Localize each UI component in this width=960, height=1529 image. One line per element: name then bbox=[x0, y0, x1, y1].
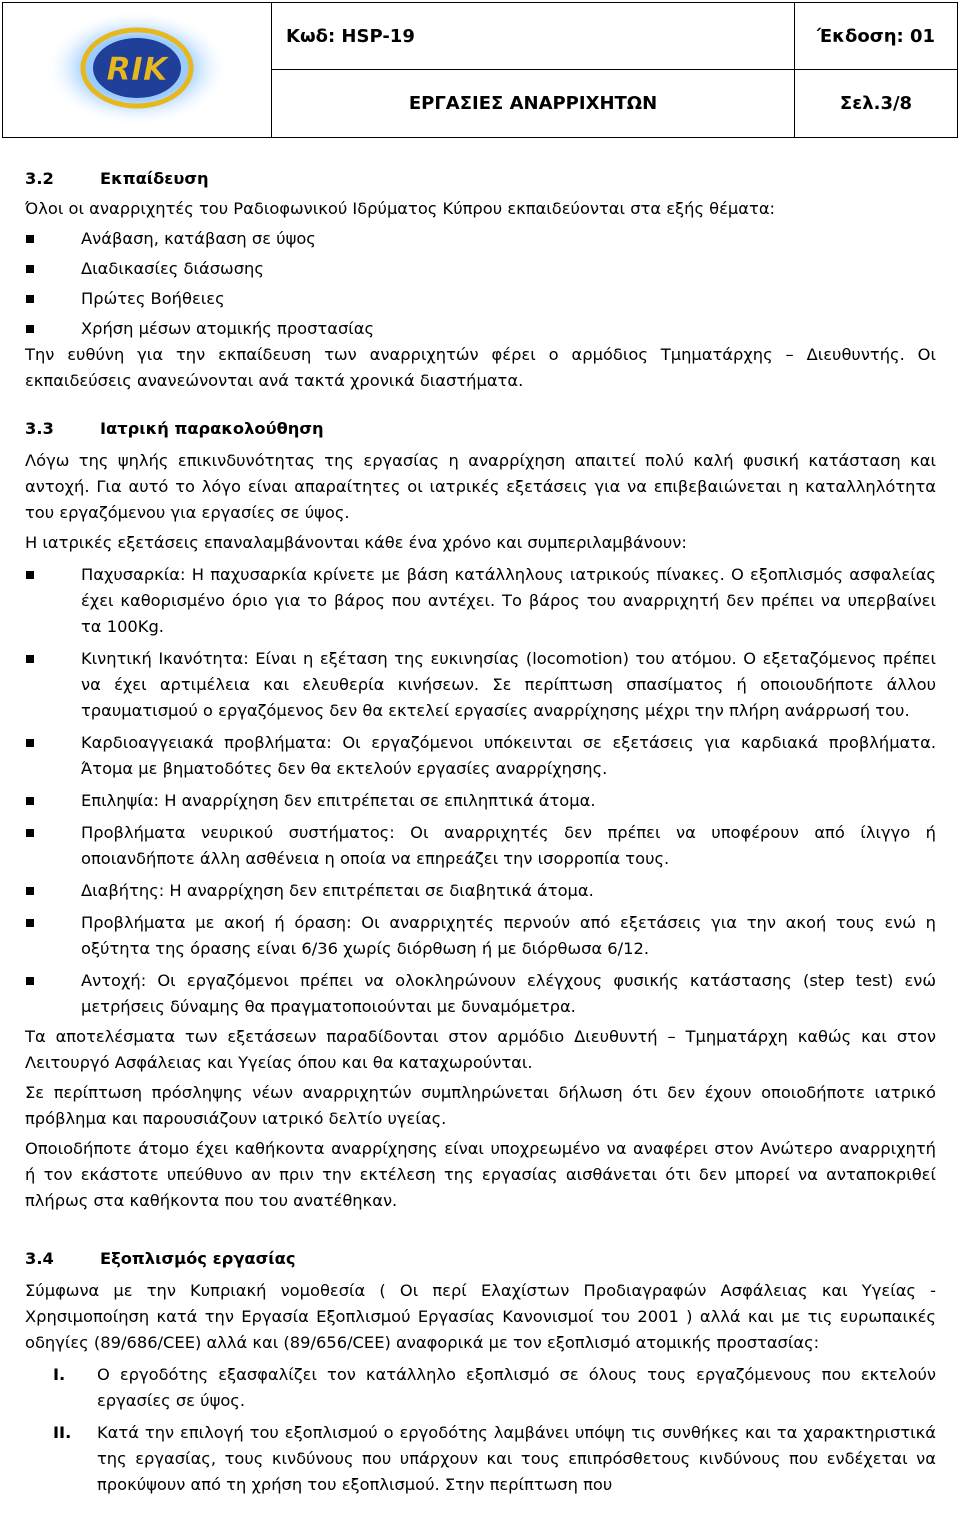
bullet-icon bbox=[26, 325, 34, 333]
list-item: Επιληψία: Η αναρρίχηση δεν επιτρέπεται σε επιληπτικά άτομα. bbox=[25, 788, 936, 814]
bullet-icon bbox=[26, 739, 34, 747]
section-heading-3-2: 3.2 Εκπαίδευση bbox=[25, 169, 209, 188]
list-item: Αντοχή: Οι εργαζόμενοι πρέπει να ολοκληρώνουν ελέγχους φυσικής κατάστασης (step test) ενώ μετρήσεις δύναμης θα πραγματοποιούνται με δυναμόμετρα. bbox=[25, 968, 936, 1020]
paragraph: Την ευθύνη για την εκπαίδευση των αναρριχητών φέρει ο αρμόδιος Τμηματάρχης – Διευθυντής. Οι εκπαιδεύσεις ανανεώνονται ανά τακτά χρονικά διαστήματα. bbox=[25, 345, 936, 390]
bullet-icon bbox=[26, 655, 34, 663]
document-title: ΕΡΓΑΣΙΕΣ ΑΝΑΡΡΙΧΗΤΩΝ bbox=[272, 70, 795, 138]
bullet-icon bbox=[26, 295, 34, 303]
logo-text: RIK bbox=[106, 50, 168, 88]
list-item: I. Ο εργοδότης εξασφαλίζει τον κατάλληλο εξοπλισμό σε όλους τους εργαζόμενους που εκτελούν εργασίες σε ύψος. bbox=[53, 1365, 936, 1410]
list-item: Παχυσαρκία: Η παχυσαρκία κρίνετε με βάση κατάλληλους ιατρικούς πίνακες. Ο εξοπλισμός ασφαλείας έχει καθορισμένο όριο για το βάρος που αντέχει. Το βάρος του αναρριχητή δεν πρέπει να υπερβαίνει τα 100Kg. bbox=[25, 562, 936, 640]
list-item: Ανάβαση, κατάβαση σε ύψος bbox=[25, 226, 936, 252]
list-item: Πρώτες Βοήθειες bbox=[25, 286, 936, 312]
list-item: Κινητική Ικανότητα: Είναι η εξέταση της ευκινησίας (locomotion) του ατόμου. Ο εξεταζόμενος πρέπει να έχει αρτιμέλεια και ελευθερία κινήσεων. Σε περίπτωση σπασίματος ή οποιουδήποτε άλλου τραυματισμού ο εργαζόμενος δεν θα εκτελεί εργασίες αναρρίχησης μέχρι την πλήρη ανάρρωσή του. bbox=[25, 646, 936, 724]
paragraph: Η ιατρικές εξετάσεις επαναλαμβάνονται κάθε ένα χρόνο και συμπεριλαμβάνουν: bbox=[25, 533, 687, 552]
section-heading-3-4: 3.4 Εξοπλισμός εργασίας bbox=[25, 1249, 296, 1268]
list-item: Προβλήματα με ακοή ή όραση: Οι αναρριχητές περνούν από εξετάσεις για την ακοή τους ενώ η οξύτητα της όρασης είναι 6/36 χωρίς διόρθωση ή με διόρθωσα 6/12. bbox=[25, 910, 936, 962]
rik-logo bbox=[44, 8, 230, 128]
training-list bbox=[25, 226, 936, 342]
bullet-icon bbox=[26, 571, 34, 579]
list-item: Διαβήτης: Η αναρρίχηση δεν επιτρέπεται σε διαβητικά άτομα. bbox=[25, 878, 936, 904]
paragraph: Τα αποτελέσματα των εξετάσεων παραδίδονται στον αρμόδιο Διευθυντή – Τμηματάρχη καθώς και στον Λειτουργό Ασφάλειας και Υγείας όπου και θα καταχωρούνται. bbox=[25, 1027, 936, 1072]
bullet-icon bbox=[26, 829, 34, 837]
bullet-icon bbox=[26, 235, 34, 243]
list-item: Διαδικασίες διάσωσης bbox=[25, 256, 936, 282]
list-item: Προβλήματα νευρικού συστήματος: Οι αναρριχητές δεν πρέπει να υποφέρουν από ίλιγγο ή οποιανδήποτε άλλη ασθένεια η οποία να επηρεάζει την ισορροπία τους. bbox=[25, 820, 936, 872]
paragraph: Σύμφωνα με την Κυπριακή νομοθεσία ( Οι περί Ελαχίστων Προδιαγραφών Ασφάλειας και Υγείας - Χρησιμοποίηση κατά την Εργασία Εξοπλισμού Εργασίας Κανονισμοί του 2001 ) αλλά και με τις ευρωπαικές οδηγίες (89/686/CEE) αλλά και (89/656/CEE) αναφορικά με τον εξοπλισμό ατομικής προστασίας: bbox=[25, 1281, 936, 1352]
page-number: Σελ.3/8 bbox=[795, 70, 958, 138]
bullet-icon bbox=[26, 265, 34, 273]
logo-cell bbox=[3, 3, 272, 138]
bullet-icon bbox=[26, 919, 34, 927]
document-body bbox=[25, 166, 936, 1498]
list-item: Καρδιοαγγειακά προβλήματα: Οι εργαζόμενοι υπόκεινται σε εξετάσεις για καρδιακά προβλήματα. Άτομα με βηματοδότες δεν θα εκτελούν εργασίες αναρρίχησης. bbox=[25, 730, 936, 782]
equipment-list bbox=[25, 1362, 936, 1498]
document-edition: Έκδοση: 01 bbox=[795, 3, 958, 70]
paragraph: Οποιοδήποτε άτομο έχει καθήκοντα αναρρίχησης είναι υποχρεωμένο να αναφέρει στον Ανώτερο αναρριχητή ή τον εκάστοτε υπεύθυνο αν πριν την εκτέλεση της εργασίας αισθάνεται ότι δεν μπορεί να ανταποκριθεί πλήρως στα καθήκοντα που του ανατέθηκαν. bbox=[25, 1139, 936, 1210]
section-heading-3-3: 3.3 Ιατρική παρακολούθηση bbox=[25, 419, 324, 438]
list-item: II. Κατά την επιλογή του εξοπλισμού ο εργοδότης λαμβάνει υπόψη τις συνθήκες και τα χαρακτηριστικά της εργασίας, τους κινδύνους που υπάρχουν και τους επιπρόσθετους κινδύνους που ενδέχεται να προκύψουν από τη χρήση του εξοπλισμού. Στην περίπτωση που bbox=[53, 1423, 936, 1494]
list-item: Χρήση μέσων ατομικής προστασίας bbox=[25, 316, 936, 342]
paragraph: Λόγω της ψηλής επικινδυνότητας της εργασίας η αναρρίχηση απαιτεί πολύ καλή φυσική κατάσταση και αντοχή. Για αυτό το λόγο είναι απαραίτητες οι ιατρικές εξετάσεις για να επιβεβαιώνεται η καταλληλότητα του εργαζόμενου για εργασίες σε ύψος. bbox=[25, 451, 936, 522]
paragraph: Όλοι οι αναρριχητές του Ραδιοφωνικού Ιδρύματος Κύπρου εκπαιδεύονται στα εξής θέματα: bbox=[25, 199, 776, 218]
document-code: Κωδ: HSP-19 bbox=[272, 3, 795, 70]
bullet-icon bbox=[26, 797, 34, 805]
paragraph: Σε περίπτωση πρόσληψης νέων αναρριχητών συμπληρώνεται δήλωση ότι δεν έχουν οποιοδήποτε ιατρικό πρόβλημα και παρουσιάζουν ιατρικό δελτίο υγείας. bbox=[25, 1083, 936, 1128]
bullet-icon bbox=[26, 887, 34, 895]
medical-exams-list bbox=[25, 562, 936, 1020]
document-header bbox=[2, 2, 958, 138]
bullet-icon bbox=[26, 977, 34, 985]
